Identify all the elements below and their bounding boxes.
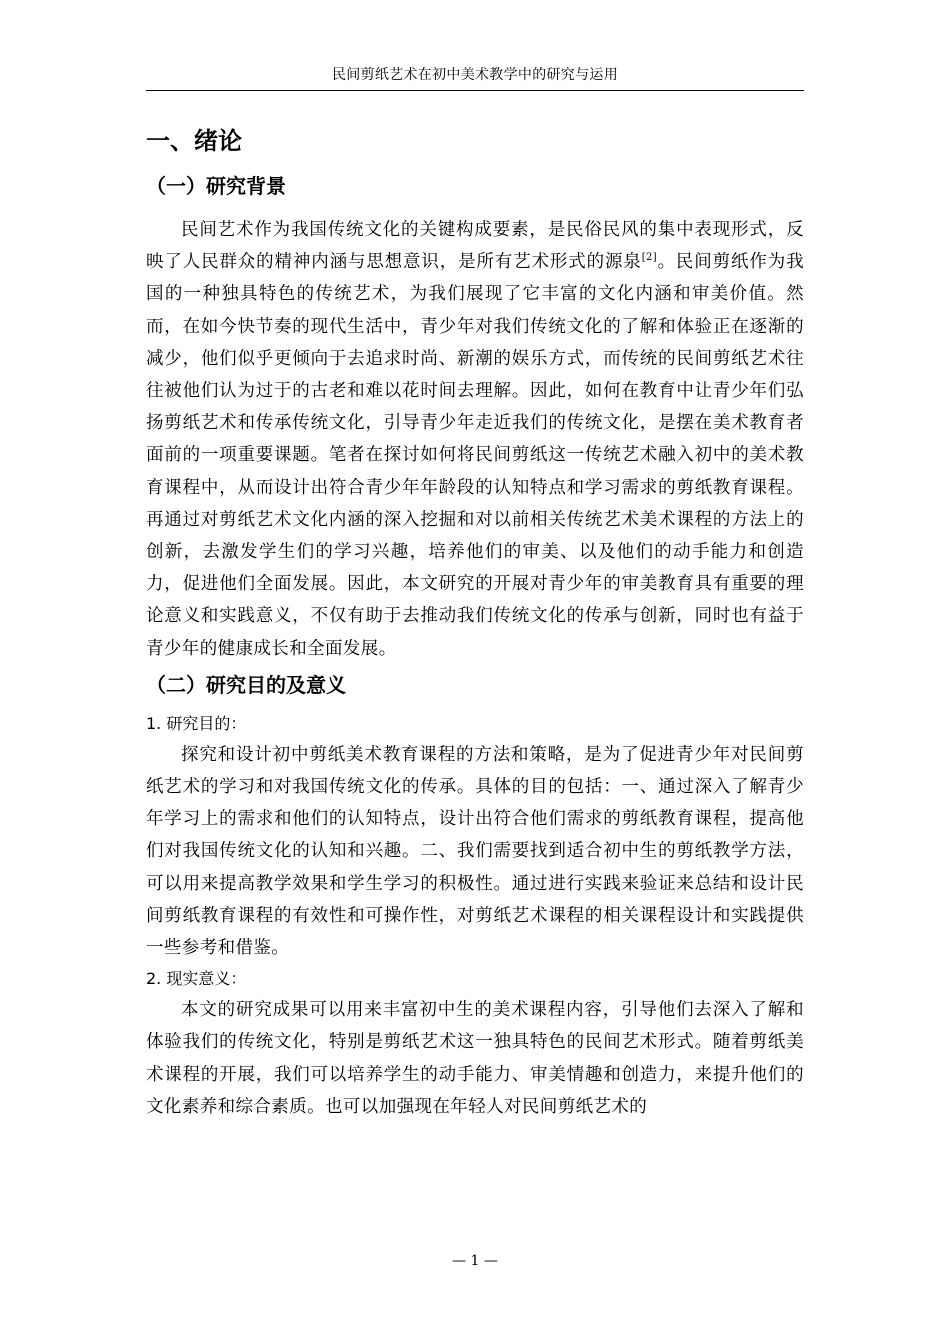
background-text-part2: 。民间剪纸作为我国的一种独具特色的传统艺术，为我们展现了它丰富的文化内涵和审美价值。然而，在如今快节奏的现代生活中，青少年对我们传统文化的了解和体验正在逐渐的减少，他们似乎更倾向于去追求时尚、新潮的娱乐方式，而传统的民间剪纸艺术往往被他们认为过于的古老和难以花时间去理解。因此，如何在教育中让青少年们弘扬剪纸艺术和传承传统文化，引导青少年走近我们的传统文化，是摆在美术教育者面前的一项重要课题。笔者在探讨如何将民间剪纸这一传统艺术融入初中的美术教育课程中，从而设计出符合青少年年龄段的认知特点和学习需求的剪纸教育课程。再通过对剪纸艺术文化内涵的深入挖掘和对以前相关传统艺术美术课程的方法上的创新，去激发学生们的学习兴趣，培养他们的审美、以及他们的动手能力和创造力，促进他们全面发展。因此，本文研究的开展对青少年的审美教育具有重要的理论意义和实践意义，不仅有助于去推动我们传统文化的传承与创新，同时也有益于青少年的健康成长和全面发展。 bbox=[146, 252, 804, 659]
section-heading-purpose-significance: （二）研究目的及意义 bbox=[146, 672, 346, 697]
header-rule bbox=[146, 90, 804, 91]
running-header: 民间剪纸艺术在初中美术教学中的研究与运用 bbox=[332, 67, 618, 83]
purpose-paragraph: 探究和设计初中剪纸美术教育课程的方法和策略，是为了促进青少年对民间剪纸艺术的学习和对我国传统文化的传承。具体的目的包括：一、通过深入了解青少年学习上的需求和他们的认知特点，设计出符合他们需求的剪纸教育课程，提高他们对我国传统文化的认知和兴趣。二、我们需要找到适合初中生的剪纸教学方法，可以用来提高教学效果和学生学习的积极性。通过进行实践来验证来总结和设计民间剪纸教育课程的有效性和可操作性，对剪纸艺术课程的相关课程设计和实践提供一些参考和借鉴。 bbox=[146, 744, 804, 959]
page-body bbox=[146, 120, 804, 1123]
citation-marker: [2] bbox=[641, 252, 658, 264]
chapter-heading: 一、绪论 bbox=[146, 127, 242, 155]
section-heading-background: （一）研究背景 bbox=[146, 174, 286, 198]
page-number: — 1 — bbox=[452, 1253, 498, 1269]
subheading-significance: 2. 现实意义： bbox=[146, 969, 247, 989]
subheading-purpose: 1. 研究目的： bbox=[146, 713, 247, 733]
significance-paragraph: 本文的研究成果可以用来丰富初中生的美术课程内容，引导他们去深入了解和体验我们的传统文化，特别是剪纸艺术这一独具特色的民间艺术形式。随着剪纸美术课程的开展，我们可以培养学生的动手能力、审美情趣和创造力，来提升他们的文化素养和综合素质。也可以加强现在年轻人对民间剪纸艺术的 bbox=[146, 1000, 804, 1117]
background-paragraph bbox=[146, 214, 804, 665]
background-text-part1: 民间艺术作为我国传统文化的关键构成要素，是民俗民风的集中表现形式，反映了人民群众的精神内涵与思想意识，是所有艺术形式的源泉 bbox=[146, 220, 804, 273]
